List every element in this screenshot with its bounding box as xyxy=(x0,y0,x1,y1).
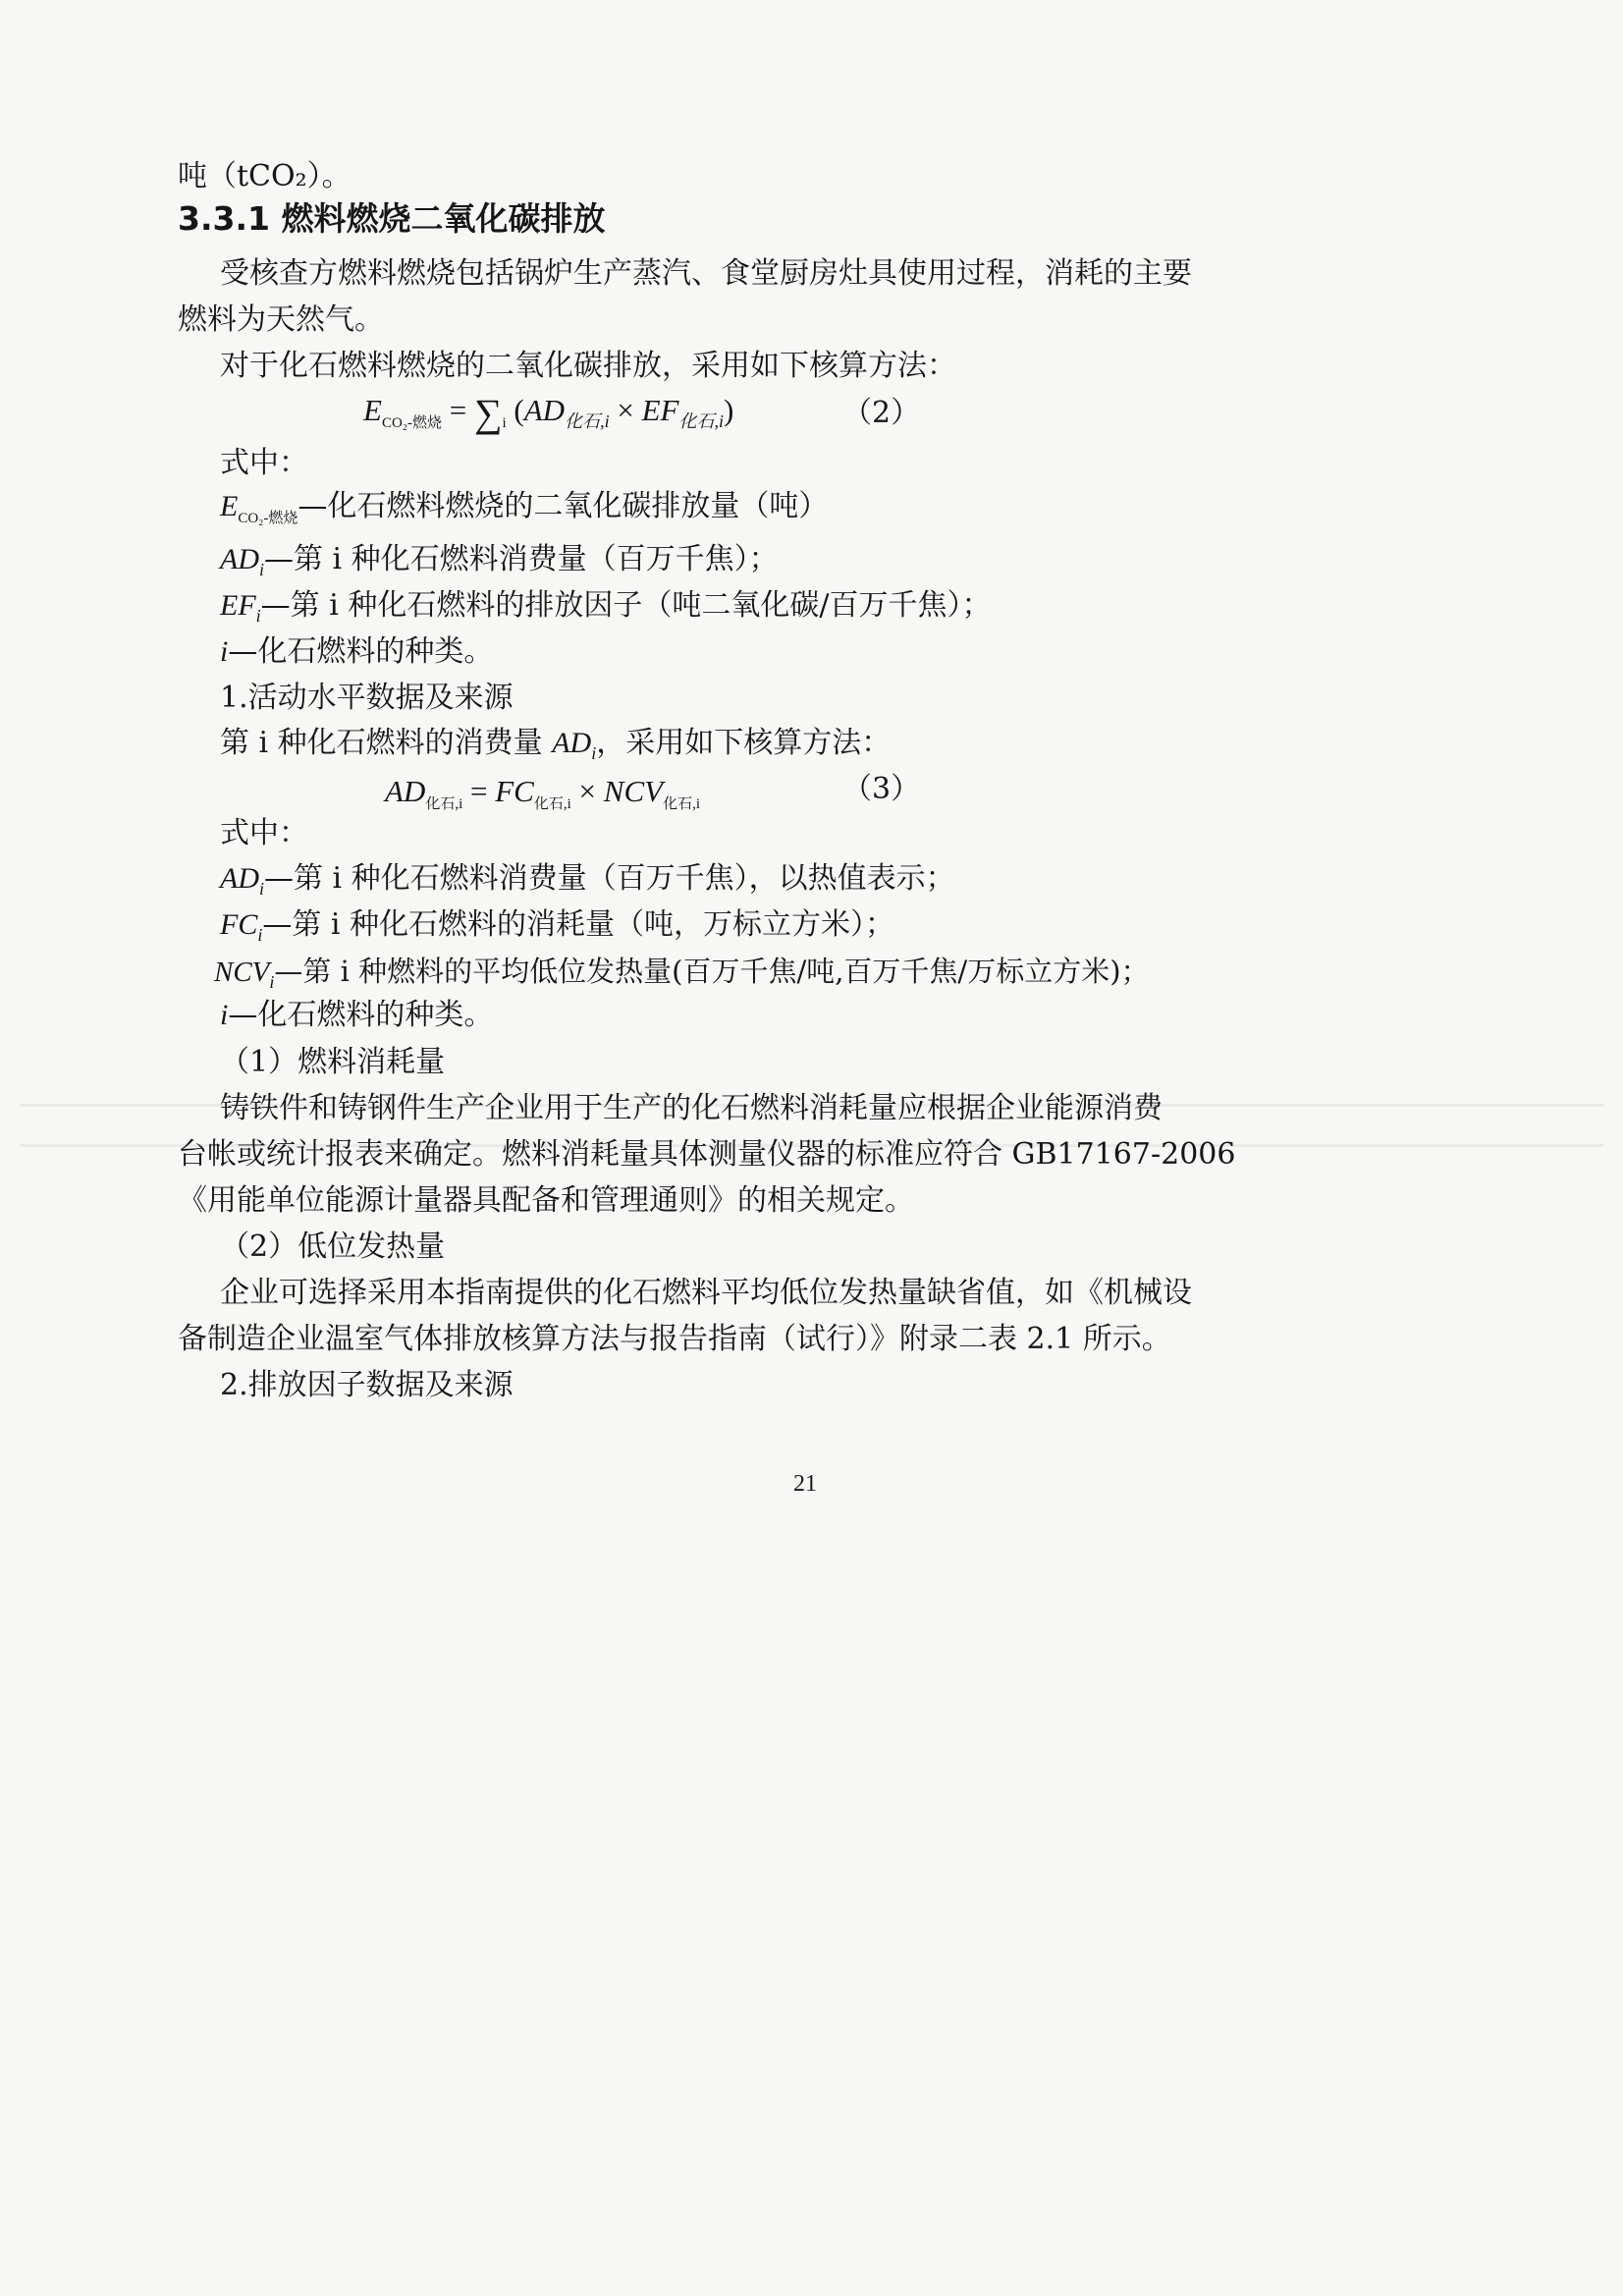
page-number: 21 xyxy=(793,1471,817,1497)
paragraph-line: 企业可选择采用本指南提供的化石燃料平均低位发热量缺省值，如《机械设 xyxy=(220,1276,1192,1310)
definition-ncv: $NCV_i—$第 i 种燃料的平均低位发热量(百万千焦/吨,百万千焦/万标立方米)； xyxy=(214,955,1150,992)
equation-3: $AD_{化石,i} = FC_{化石,i} \times NCV_{化石,i}$ xyxy=(385,774,700,813)
paragraph-line: 燃料为天然气。 xyxy=(178,302,384,337)
equation-number: （3） xyxy=(842,772,921,806)
subsection-label: 2.排放因子数据及来源 xyxy=(220,1368,514,1402)
definition-ad: $AD_i—$第 i 种化石燃料消费量（百万千焦），以热值表示； xyxy=(220,861,955,899)
paragraph-line: 对于化石燃料燃烧的二氧化碳排放，采用如下核算方法： xyxy=(220,349,956,383)
lead-line: 吨（tCO₂）。 xyxy=(178,159,352,193)
paragraph-line: 《用能单位能源计量器具配备和管理通则》的相关规定。 xyxy=(178,1183,914,1218)
paragraph-line: 备制造企业温室气体排放核算方法与报告指南（试行）》附录二表 2.1 所示。 xyxy=(178,1322,1171,1356)
definition-i: i—化石燃料的种类。 xyxy=(220,634,494,669)
section-heading: 3.3.1 燃料燃烧二氧化碳排放 xyxy=(178,199,606,238)
paragraph-line: 铸铁件和铸钢件生产企业用于生产的化石燃料消耗量应根据企业能源消费 xyxy=(220,1091,1163,1125)
item-heading: （2）低位发热量 xyxy=(220,1230,446,1264)
paragraph-line: 受核查方燃料燃烧包括锅炉生产蒸汽、食堂厨房灶具使用过程，消耗的主要 xyxy=(220,256,1192,291)
subsection-label: 1.活动水平数据及来源 xyxy=(220,681,514,715)
item-heading: （1）燃料消耗量 xyxy=(220,1045,446,1079)
definition-i: i—化石燃料的种类。 xyxy=(220,998,494,1032)
paragraph-line: 第 i 种化石燃料的消费量 $AD_i$，采用如下核算方法： xyxy=(220,726,892,763)
equation-2: $E_{CO_2-燃烧} = \sum_i$ $(AD_{化石,i} \times EF_{化石,i})$ xyxy=(363,391,734,435)
definition-ef: $EF_i—$第 i 种化石燃料的排放因子（吨二氧化碳/百万千焦）； xyxy=(220,588,992,626)
where-label: 式中： xyxy=(220,446,308,480)
equation-number: （2） xyxy=(842,396,921,430)
definition-ad: $AD_i—$第 i 种化石燃料消费量（百万千焦）； xyxy=(220,542,779,579)
definition-e: $E_{CO_2-燃烧}—$化石燃料燃烧的二氧化碳排放量（吨） xyxy=(220,489,829,526)
where-label: 式中： xyxy=(220,816,308,850)
paragraph-line: 台帐或统计报表来确定。燃料消耗量具体测量仪器的标准应符合 GB17167-2006 xyxy=(178,1137,1236,1172)
definition-fc: $FC_i—$第 i 种化石燃料的消耗量（吨，万标立方米）； xyxy=(220,907,895,945)
